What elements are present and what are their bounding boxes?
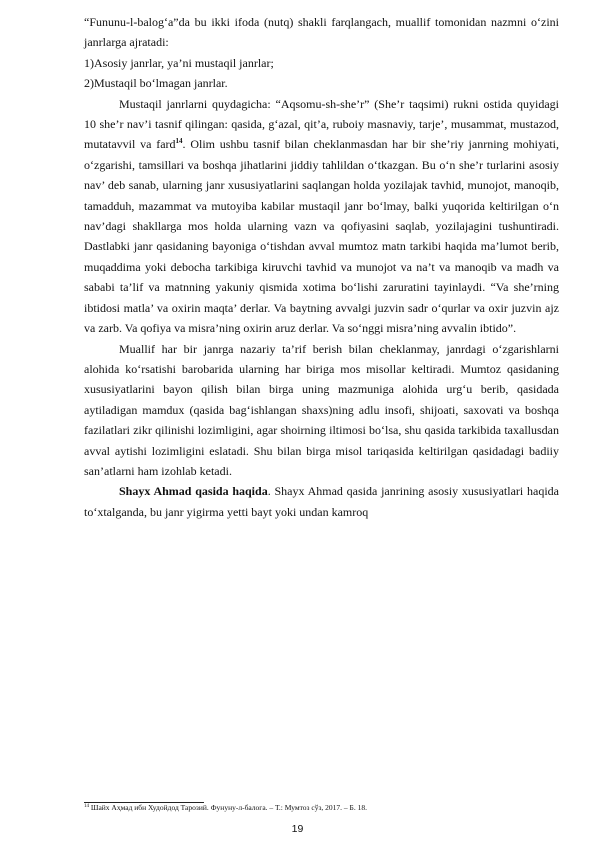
paragraph-genres <box>84 94 559 339</box>
paragraph-text: . Olim ushbu tasnif bilan cheklanmasdan har bir she’riy janrning mohiyati, o‘zgarishi, tamsillari va boshqa jihatlarini jiddiy tahlildan o‘tkazgan. Bu o‘n she’r turlarini asosiy nav’ deb sanab, ularning janr xususiyatlarini saqlangan holda yozilajak tavhid, munojot, manoqib, tamadduh, mazammat va mutoyiba kabilar mustaqil janr bo‘lmay, balki yuqorida keltirilgan o‘n nav’dagi shakllarga mos holda ularning vazn va qofiyasini saqlab, yozilajagini tushuntiradi. Dastlabki janr qasidaning bayoniga o‘tishdan avval mumtoz matn tarkibi haqida ma’lumot berib, muqaddima yoki debocha tarkibiga kiruvchi tavhid va munojot va na’t va manoqib va madh va sababi ta’lif va matnning yakuniy qismida xotima bo‘lishi zaruratini tayinlaydi. “Va she’rning ibtidosi matla’ va oxirin maqta’ derlar. Va baytning avvalgi juzvin sadr o‘qurlar va oxir juzvin ajz va zarb. Va qofiya va misra’ning oxirin aruz derlar. Va so‘nggi misra’ning avvalin ibtido”. <box>84 137 559 336</box>
section-heading: Shayx Ahmad qasida haqida <box>119 484 268 499</box>
paragraph-text: Mustaqil janrlarni quydagicha: “Aqsomu-sh-she’r” (She’r taqsimi) rukni ostida quyidagi 10 she’r nav’i tasnif qilingan: qasida, g‘azal, qit’a, ruboiy masnaviy, tarje’, musammat, mustazod, mutatavvil va fard <box>84 96 559 152</box>
paragraph-text: . Shayx Ahmad qasida janrining asosiy xususiyatlari haqida to‘xtalganda, bu janr yigirma yetti bayt yoki undan kamroq <box>84 484 559 519</box>
body-text <box>84 12 559 522</box>
footnote-text: Шайх Аҳмад ибн Худойдод Тарозий. Фунуну-л-балога. – Т.: Мумтоз сўз, 2017. – Б. 18. <box>89 803 367 812</box>
page-number: 19 <box>291 823 304 835</box>
paragraph-intro: “Fununu-l-balog‘a”da bu ikki ifoda (nutq) shakli farqlangach, muallif tomonidan nazmni o‘zini janrlarga ajratadi: <box>84 15 559 50</box>
list-item: 1)Asosiy janrlar, ya’ni mustaqil janrlar; <box>84 55 274 70</box>
footnote-reference[interactable]: 14 <box>175 137 183 146</box>
list-item: 2)Mustaqil bo‘lmagan janrlar. <box>84 76 228 91</box>
paragraph-shayx-ahmad <box>84 481 559 522</box>
paragraph-author: Muallif har bir janrga nazariy ta’rif berish bilan cheklanmay, janrdagi o‘zgarishlarni alohida ko‘rsatishi barobarida ularning har biriga mos misollar keltiradi. Mumtoz qasidaning xususiyatlarini bayon qilish bilan birga uning mazmuniga alohida urg‘u berib, qasidada aytiladigan mamdux (qasida bag‘ishlangan shaxs)ning adlu insofi, shijoati, saxovati va boshqa fazilatlari zikr qilinishi lozimligini, agar shoirning iltimosi bo‘lsa, shu qasida tarkibida taxallusdan avval aytishi lozimligini eslatadi. Shu bilan birga misol tariqasida keltirilgan qasidadagi badiiy san’atlarni ham izohlab ketadi. <box>84 341 559 478</box>
footnote <box>84 803 559 813</box>
footnote-number: 14 <box>84 804 89 809</box>
